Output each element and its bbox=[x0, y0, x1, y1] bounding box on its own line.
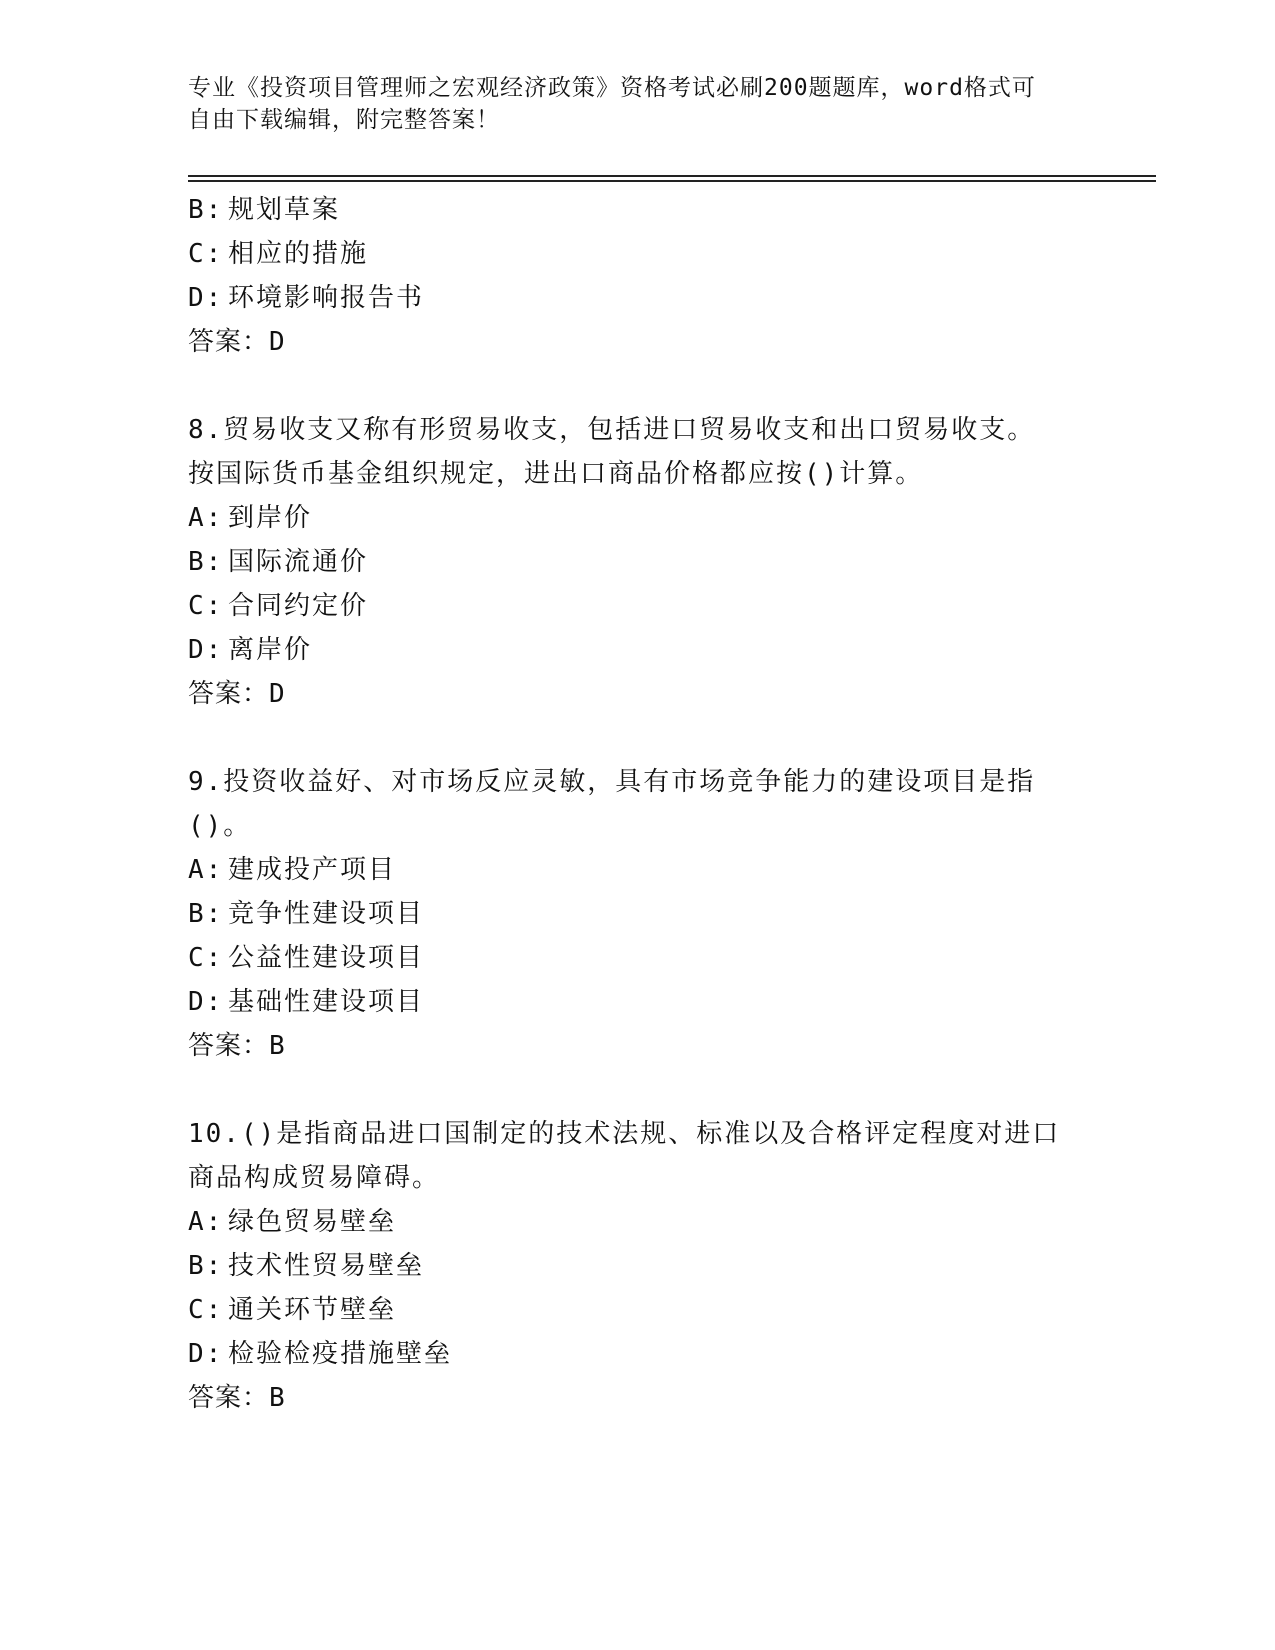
q8-stem-line-1: 8.贸易收支又称有形贸易收支，包括进口贸易收支和出口贸易收支。 bbox=[188, 415, 1036, 445]
header-line-1: 专业《投资项目管理师之宏观经济政策》资格考试必刷200题题库，word格式可 bbox=[188, 75, 1036, 101]
q10-option-a: A: 绿色贸易壁垒 bbox=[188, 1207, 397, 1237]
header-divider-bottom bbox=[188, 180, 1156, 182]
q9-option-a: A: 建成投产项目 bbox=[188, 855, 397, 885]
q10-option-b: B: 技术性贸易壁垒 bbox=[188, 1251, 425, 1281]
q8-option-d: D: 离岸价 bbox=[188, 635, 313, 665]
header-line-2: 自由下载编辑，附完整答案！ bbox=[188, 107, 500, 133]
q10-stem-line-1: 10.()是指商品进口国制定的技术法规、标准以及合格评定程度对进口 bbox=[188, 1119, 1061, 1149]
q8-stem-line-2: 按国际货币基金组织规定，进出口商品价格都应按()计算。 bbox=[188, 459, 924, 489]
q10-stem-line-2: 商品构成贸易障碍。 bbox=[188, 1163, 441, 1193]
q8-option-c: C: 合同约定价 bbox=[188, 591, 369, 621]
q9-option-b: B: 竞争性建设项目 bbox=[188, 899, 425, 929]
q7-option-c: C: 相应的措施 bbox=[188, 239, 369, 269]
q10-option-d: D: 检验检疫措施壁垒 bbox=[188, 1339, 453, 1369]
q7-option-b: B: 规划草案 bbox=[188, 195, 341, 225]
q9-option-c: C: 公益性建设项目 bbox=[188, 943, 425, 973]
q10-answer: 答案：B bbox=[188, 1383, 286, 1413]
q7-option-d: D: 环境影响报告书 bbox=[188, 283, 425, 313]
q10-option-c: C: 通关环节壁垒 bbox=[188, 1295, 397, 1325]
q7-answer: 答案：D bbox=[188, 327, 286, 357]
document-header bbox=[188, 72, 1068, 136]
q9-answer: 答案：B bbox=[188, 1031, 286, 1061]
q8-option-b: B: 国际流通价 bbox=[188, 547, 369, 577]
q9-stem-line-2: ()。 bbox=[188, 811, 252, 841]
q8-option-a: A: 到岸价 bbox=[188, 503, 313, 533]
q8-answer: 答案：D bbox=[188, 679, 286, 709]
q9-stem-line-1: 9.投资收益好、对市场反应灵敏，具有市场竞争能力的建设项目是指 bbox=[188, 767, 1036, 797]
header-divider-top bbox=[188, 175, 1156, 177]
q9-option-d: D: 基础性建设项目 bbox=[188, 987, 425, 1017]
